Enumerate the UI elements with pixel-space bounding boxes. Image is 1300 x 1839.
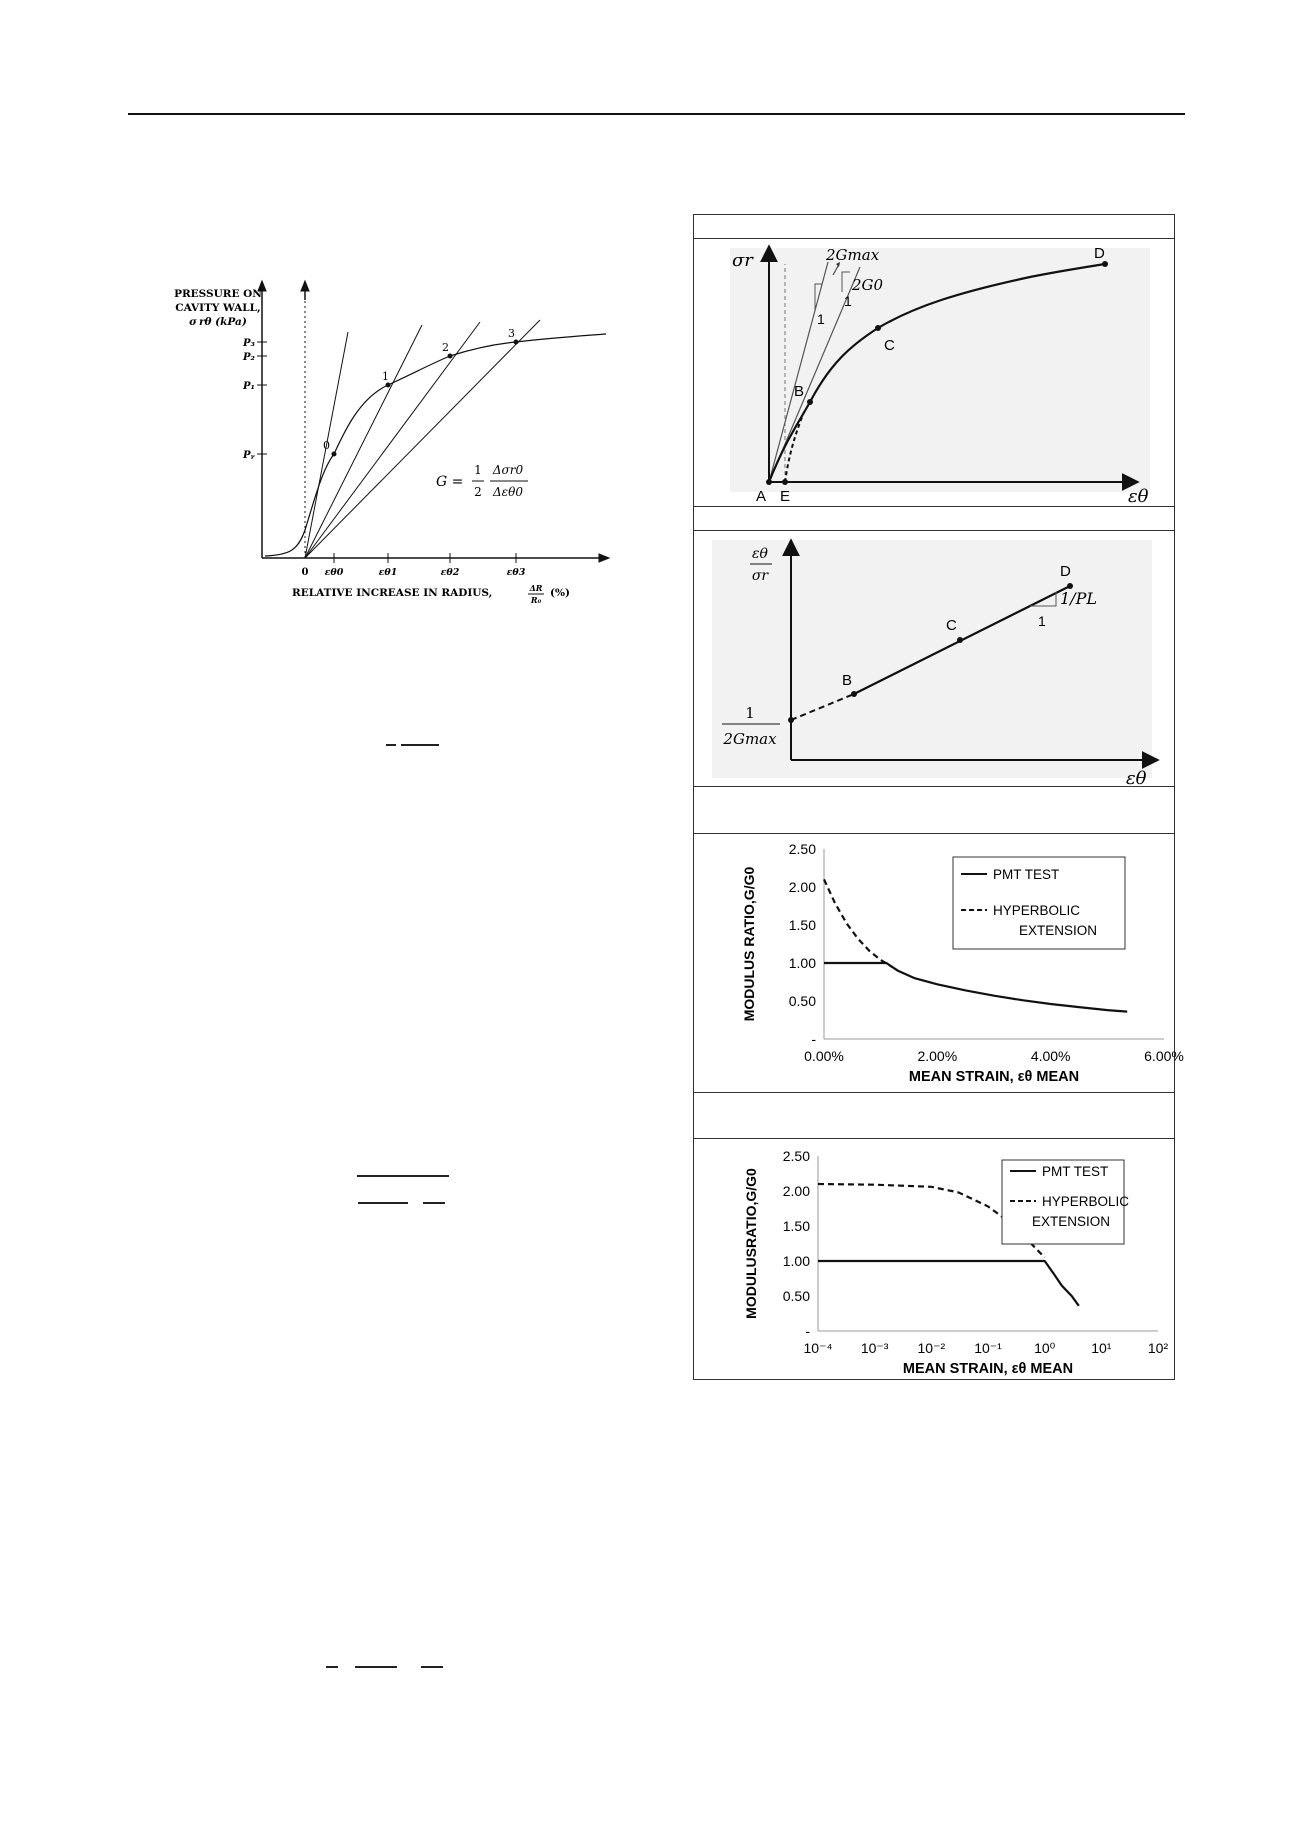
chart-0-ytick: 0.50 [788, 993, 816, 1009]
panel-b-label-b: B [842, 672, 853, 689]
equation-fraction-1b [401, 744, 439, 746]
chart-0-xtick: 6.00% [1144, 1048, 1184, 1064]
strip-line-c-bottom [693, 833, 1175, 834]
chart-1-legend-label: EXTENSION [1032, 1214, 1111, 1229]
panel-a-ylabel: σr [732, 250, 753, 271]
panel-a-label-a: A [756, 488, 767, 505]
ytick-p3: P₃ [243, 338, 255, 349]
chart-1-ytick: 1.50 [782, 1218, 810, 1234]
formula-den1: 2 [474, 485, 482, 499]
xtick-eps1: εθ1 [378, 567, 398, 578]
xtick-0: 0 [301, 567, 309, 578]
chart-1-ytick: - [805, 1323, 810, 1339]
chart-0-ytick: 1.50 [788, 917, 816, 933]
formula-num2: Δσr0 [492, 463, 524, 477]
chart-0-legend-label: EXTENSION [1019, 923, 1098, 938]
secant-line-2 [305, 322, 480, 558]
equation-fraction-3b [355, 1666, 397, 1668]
formula-den2: Δεθ0 [493, 485, 523, 499]
panel-b-intercept-num: 1 [745, 704, 755, 722]
panel-a-one-gmax: 1 [817, 311, 825, 327]
left-xlabel-num: ΔR [529, 583, 543, 593]
chart-0-ytick: 2.50 [788, 841, 816, 857]
ytick-p2: P₂ [243, 352, 255, 363]
panel-a-label-c: C [884, 337, 895, 354]
chart-0-legend-label: HYPERBOLIC [993, 903, 1081, 918]
point-label-0: 0 [323, 439, 330, 452]
left-figure [140, 270, 620, 610]
chart-0-ylabel: MODULUS RATIO,G/G0 [741, 866, 757, 1022]
panel-a-one-g0: 1 [844, 293, 852, 309]
formula-num1: 1 [474, 463, 482, 477]
chart-1-xtick: 10² [1147, 1340, 1169, 1356]
left-ylabel-line-1: PRESSURE ON [174, 288, 262, 300]
chart-1-legend-label: PMT TEST [1042, 1164, 1109, 1179]
strip-line-b-bottom [693, 530, 1175, 531]
left-ylabel-line-3: σ rθ (kPa) [189, 316, 247, 328]
strip-line-b-top [693, 506, 1175, 507]
chart-1-legend-label: HYPERBOLIC [1042, 1194, 1130, 1209]
panel-a-g0: 2G0 [852, 276, 884, 294]
panel-b-label-c: C [946, 617, 957, 634]
point-label-3: 3 [508, 327, 515, 340]
strip-line-d-bottom [693, 1138, 1175, 1139]
strip-line-c-top [693, 786, 1175, 787]
panel-b-xlabel: εθ [1126, 768, 1147, 789]
chart-1-ytick: 2.50 [782, 1148, 810, 1164]
ytick-p1: P₁ [243, 381, 255, 392]
chart-0-xtick: 2.00% [917, 1048, 958, 1064]
chart-0-ytick: - [811, 1031, 816, 1047]
chart-0-xtick: 0.00% [804, 1048, 844, 1064]
equation-fraction-2b [358, 1202, 408, 1204]
panel-b-ylabel-num: εθ [752, 546, 768, 562]
chart-1-ytick: 2.00 [782, 1183, 810, 1199]
equation-fraction-2c [423, 1202, 445, 1204]
panel-b-label-d: D [1060, 563, 1071, 580]
secant-line-3 [305, 320, 540, 558]
chart-1-xtick: 10⁻² [917, 1340, 946, 1356]
point-label-1: 1 [382, 370, 389, 383]
chart-modulus-linear [700, 837, 1184, 1090]
left-ylabel-line-2: CAVITY WALL, [175, 302, 261, 314]
equation-fraction-2a [357, 1175, 449, 1177]
chart-1-ytick: 0.50 [782, 1288, 810, 1304]
panel-b-one: 1 [1038, 613, 1046, 629]
left-xlabel-den: R₀ [530, 595, 542, 605]
ytick-py: Pᵧ [243, 450, 255, 461]
chart-modulus-log [700, 1142, 1170, 1378]
xtick-eps3: εθ3 [506, 567, 526, 578]
chart-1-xtick: 10⁻⁴ [803, 1340, 833, 1356]
chart-0-ytick: 2.00 [788, 879, 816, 895]
formula-lhs: G = [436, 474, 464, 490]
xtick-eps2: εθ2 [440, 567, 460, 578]
panel-a-label-d: D [1094, 245, 1105, 262]
equation-fraction-3c [421, 1666, 443, 1668]
left-xlabel-unit: (%) [550, 587, 570, 599]
panel-b [700, 534, 1170, 789]
xtick-eps0: εθ0 [324, 567, 344, 578]
chart-1-series-0 [818, 1261, 1079, 1306]
chart-0-series-0 [824, 963, 1127, 1012]
chart-1-xlabel: MEAN STRAIN, εθ MEAN [902, 1361, 1074, 1377]
equation-fraction-1a [386, 744, 396, 746]
chart-1-xtick: 10⁻³ [860, 1340, 889, 1356]
chart-1-ytick: 1.00 [782, 1253, 810, 1269]
chart-1-xtick: 10⁻¹ [974, 1340, 1002, 1356]
panel-b-slope: 1/PL [1060, 589, 1097, 608]
panel-a-gmax: 2Gmax [826, 246, 880, 264]
pressure-curve [265, 334, 606, 556]
equation-fraction-3a [326, 1666, 338, 1668]
chart-0-ytick: 1.00 [788, 955, 816, 971]
panel-a-label-e: E [780, 488, 791, 505]
panel-a-label-b: B [794, 383, 805, 400]
header-rule [128, 113, 1185, 115]
panel-b-intercept-den: 2Gmax [723, 730, 777, 748]
point-label-2: 2 [442, 341, 449, 354]
chart-0-legend-label: PMT TEST [993, 867, 1060, 882]
chart-1-xtick: 10¹ [1091, 1340, 1112, 1356]
chart-1-xtick: 10⁰ [1034, 1340, 1056, 1356]
panel-b-ylabel-den: σr [751, 568, 769, 584]
chart-0-xlabel: MEAN STRAIN, εθ MEAN [908, 1069, 1080, 1085]
panel-a-xlabel: εθ [1128, 486, 1149, 507]
chart-1-ylabel: MODULUSRATIO,G/G0 [743, 1168, 759, 1319]
left-xlabel: RELATIVE INCREASE IN RADIUS, [292, 587, 493, 599]
panel-a [700, 242, 1170, 507]
strip-line-a-top [693, 238, 1175, 239]
chart-0-series-1 [824, 879, 892, 966]
chart-0-xtick: 4.00% [1030, 1048, 1071, 1064]
strip-line-d-top [693, 1092, 1175, 1093]
